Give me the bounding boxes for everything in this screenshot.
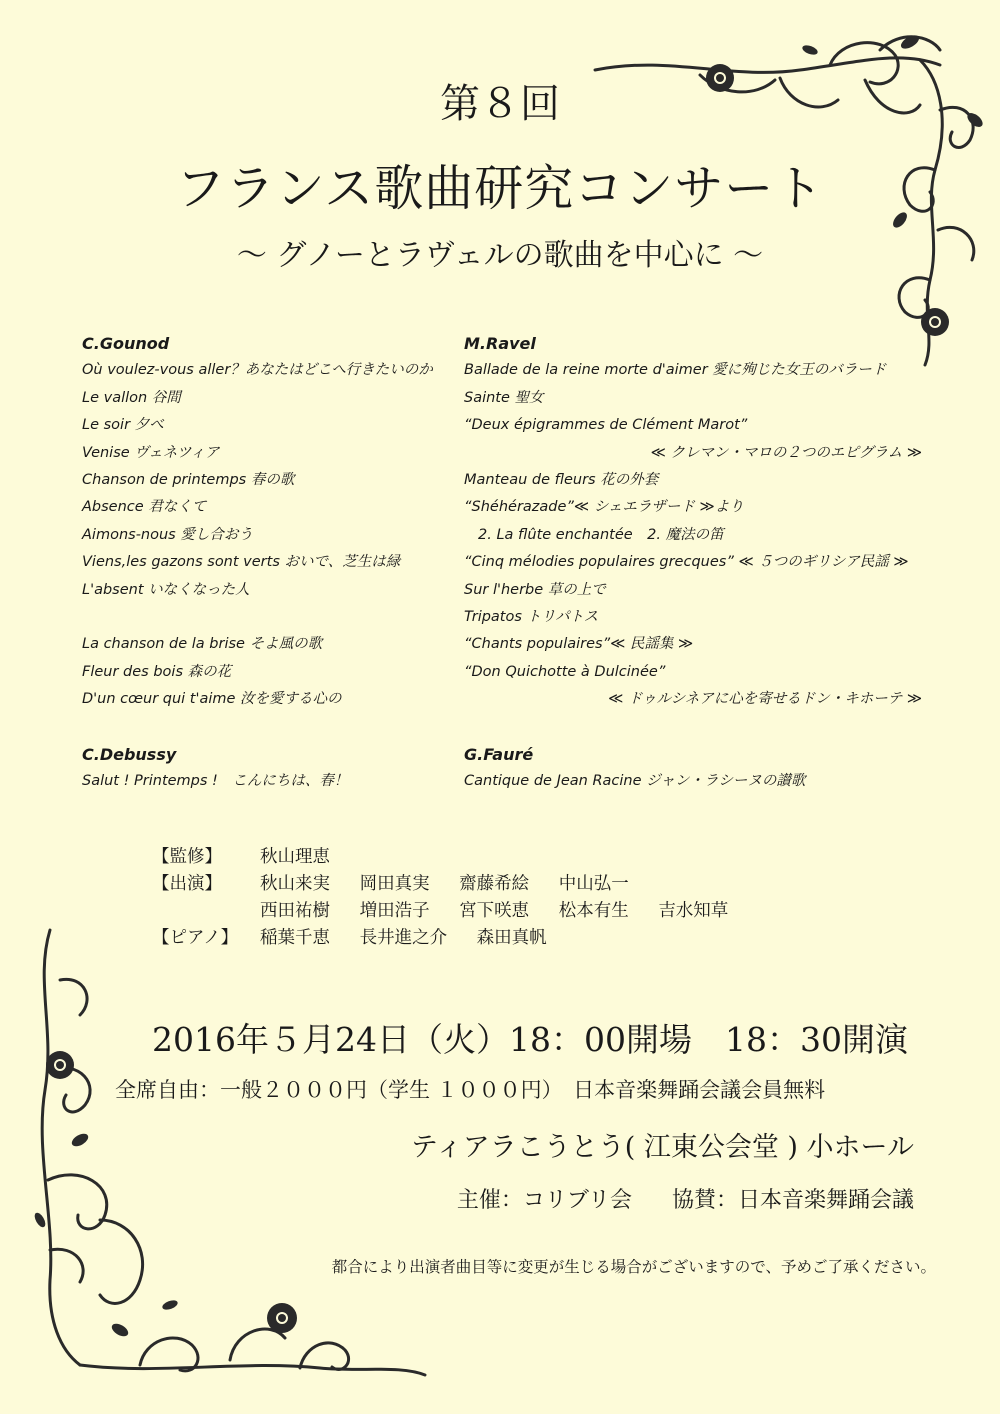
program-item: Le vallon 谷間 (82, 389, 181, 406)
organizer-line (457, 1183, 914, 1214)
performer-name: 齋藤希絵 (459, 874, 530, 894)
program-item: “Chants populaires”≪ 民謡集 ≫ (464, 636, 694, 653)
program-item: “Don Quichotte à Dulcinée” (464, 663, 666, 680)
program-item: “Cinq mélodies populaires grecques” ≪ ５つのギリシア民謡 ≫ (464, 554, 909, 571)
program-item: Où voulez-vous aller？あなたはどこへ行きたいのか (82, 362, 433, 379)
spacer (464, 713, 934, 740)
performers-row (152, 871, 752, 898)
supervisor-row (152, 844, 752, 871)
ticket-price: 全席自由：一般２０００円（学生 １０００円） 日本音楽舞踊会議会員無料 (115, 1078, 826, 1102)
composer-faure: G.Fauré (464, 744, 534, 764)
sponsor: 協賛：日本音楽舞踊会議 (671, 1188, 914, 1213)
program-item: Sur l'herbe 草の上で (464, 581, 606, 598)
change-notice: 都合により出演者曲目等に変更が生じる場合がございますので、予めご了承ください。 (331, 1258, 936, 1276)
program-item: 2. La flûte enchantée 2. 魔法の笛 (478, 526, 724, 543)
credits-block (152, 844, 752, 952)
composer-ravel: M.Ravel (464, 334, 536, 353)
program-item: Chanson de printemps 春の歌 (82, 471, 295, 488)
performer-name: 岡田真実 (359, 874, 430, 894)
edition-title: 第８回 (440, 81, 560, 127)
performer-name: 増田浩子 (359, 901, 430, 921)
composer-debussy: C.Debussy (82, 744, 177, 764)
performer-name: 中山弘一 (558, 874, 629, 894)
program-item: ≪ クレマン・マロの２つのエピグラム ≫ (650, 444, 922, 461)
program-item: “Shéhérazade”≪ シェエラザード ≫より (464, 499, 744, 516)
venue: ティアラこうとう( 江東公会堂 ) 小ホール (410, 1132, 914, 1163)
program-item: Absence 君なくて (82, 499, 207, 516)
program-item: Tripatos トリパトス (464, 608, 599, 625)
program-item: Le soir 夕べ (82, 417, 164, 434)
performer-name: 秋山来実 (260, 874, 330, 894)
program-item: Sainte 聖女 (464, 389, 544, 406)
supervisor-name: 秋山理恵 (260, 847, 330, 867)
program-item: Manteau de fleurs 花の外套 (464, 471, 659, 488)
program-item: Venise ヴェネツィア (82, 444, 220, 461)
performer-name: 松本有生 (558, 901, 629, 921)
program-item: ≪ ドゥルシネアに心を寄せるドン・キホーテ ≫ (608, 691, 922, 708)
program-item: Aimons-nous 愛し合おう (82, 526, 253, 543)
program-item: “Deux épigrammes de Clément Marot” (464, 417, 748, 434)
program-item: Salut ! Printemps ! こんにちは、春！ (82, 773, 349, 790)
program-item: Viens,les gazons sont verts おいで、芝生は緑 (82, 554, 401, 571)
program-item: D'un cœur qui t'aime 汝を愛する心の (82, 691, 342, 708)
performer-name: 吉水知草 (658, 901, 729, 921)
performer-name: 西田祐樹 (260, 901, 330, 921)
supervisor-label: 【監修】 (152, 847, 222, 867)
performers-row-2 (152, 898, 752, 925)
program-item: Cantique de Jean Racine ジャン・ラシーヌの讃歌 (464, 773, 806, 790)
piano-label: 【ピアノ】 (152, 928, 239, 948)
pianist-name: 長井進之介 (359, 928, 448, 948)
concert-subtitle: ～ グノーとラヴェルの歌曲を中心に ～ (236, 238, 764, 273)
pianist-name: 森田真帆 (476, 928, 547, 948)
composer-gounod: C.Gounod (82, 334, 170, 353)
program-item: L'absent いなくなった人 (82, 581, 250, 598)
corner-flourish-bottom-left (20, 920, 440, 1390)
program-item: Fleur des bois 森の花 (82, 663, 232, 680)
program-item: Ballade de la reine morte d'aimer 愛に殉じた女王のバラード (464, 362, 887, 379)
piano-row (152, 925, 752, 952)
performer-name: 宮下咲恵 (459, 901, 530, 921)
program-right-column (464, 330, 934, 796)
performers-label: 【出演】 (152, 874, 222, 894)
concert-title: フランス歌曲研究コンサート (175, 160, 825, 217)
program-item: La chanson de la brise そよ風の歌 (82, 636, 323, 653)
organizer: 主催：コリブリ会 (456, 1188, 632, 1213)
pianist-name: 稲葉千恵 (260, 928, 330, 948)
event-datetime: 2016年５月24日（火）18：00開場 18：30開演 (152, 1020, 908, 1059)
